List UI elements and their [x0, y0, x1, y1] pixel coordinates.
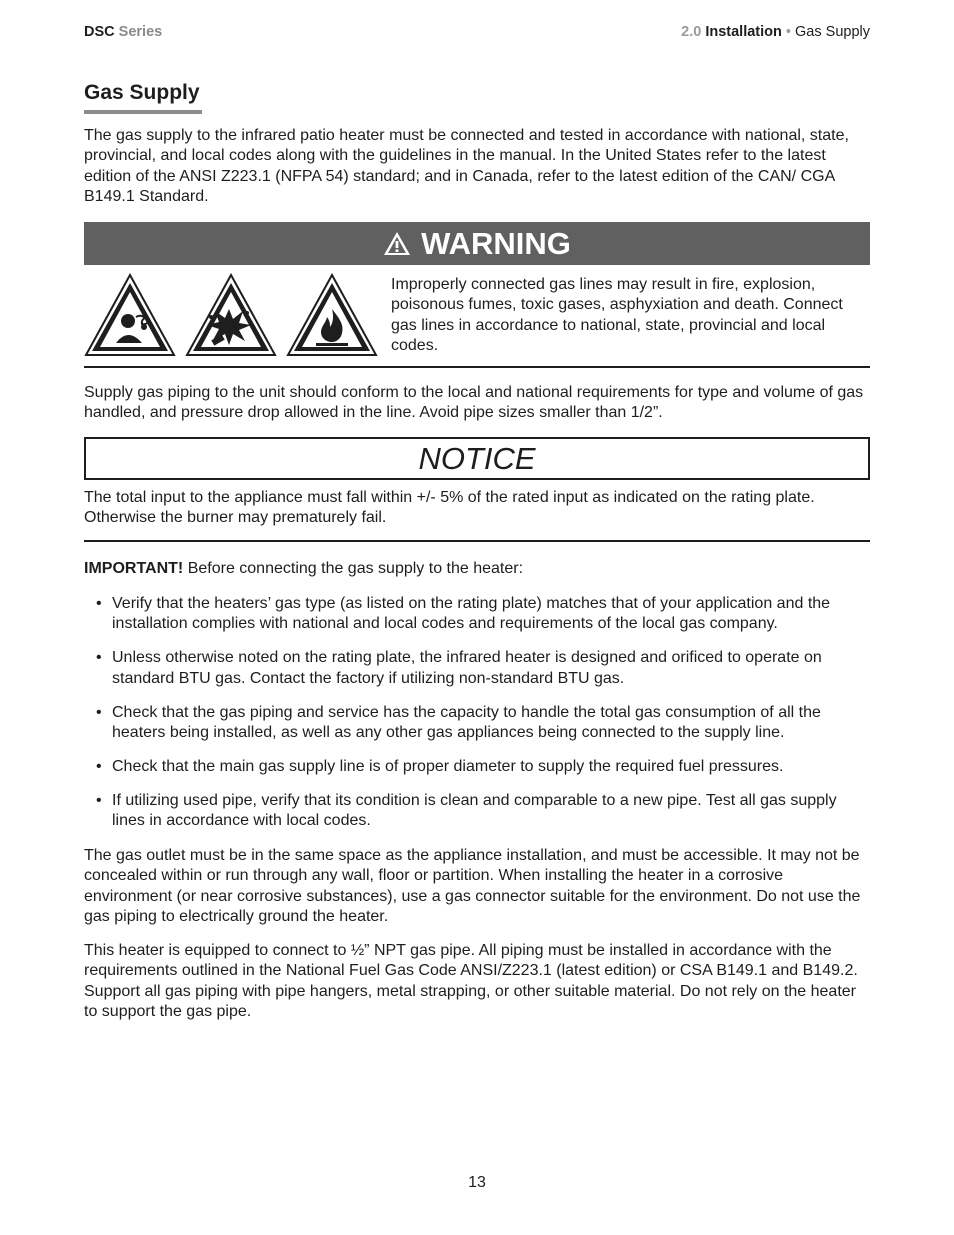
divider-rule: [84, 366, 870, 368]
running-header: [84, 24, 870, 44]
toxic-fumes-hazard-icon: [84, 273, 176, 357]
divider-rule: [84, 540, 870, 542]
page-number: 13: [468, 1174, 486, 1191]
explosion-hazard-icon: [185, 273, 277, 357]
series-label: [84, 24, 162, 40]
title-underline: [84, 110, 202, 114]
list-item: • Check that the gas piping and service has the capacity to handle the total gas consumption of all the heaters being installed, as well as any other gas appliances being connected to the supply line.: [96, 703, 821, 742]
notice-label: NOTICE: [418, 440, 536, 476]
hazard-symbols: [84, 273, 379, 357]
list-item: • If utilizing used pipe, verify that its condition is clean and comparable to a new pipe. Test all gas supply lines in accordance with local codes.: [96, 791, 837, 830]
important-lead: IMPORTANT!: [84, 560, 184, 577]
list-item: • Check that the main gas supply line is of proper diameter to supply the required fuel pressures.: [96, 757, 870, 777]
intro-paragraph: The gas supply to the infrared patio heater must be connected and tested in accordance with national, state, provincial, and local codes along with the guidelines in the manual. In the United States refer to the latest edition of the ANSI Z223.1 (NFPA 54) standard; and in Canada, refer to the latest edition of the CAN/ CGA B149.1 Standard.: [84, 127, 849, 206]
list-item: • Verify that the heaters’ gas type (as listed on the rating plate) matches that of your application and the installation complies with national and local codes and requirements of the local gas company.: [96, 595, 831, 633]
fire-hazard-icon: [286, 273, 378, 357]
important-text: Before connecting the gas supply to the heater:: [183, 560, 524, 577]
warning-banner: [84, 222, 870, 265]
warning-text: Improperly connected gas lines may result in fire, explosion, poisonous fumes, toxic gases, asphyxiation and death. Connect gas lines in accordance to national, state, provincial and local codes.: [391, 276, 843, 355]
page-title: Gas Supply: [84, 81, 200, 104]
series-word: Series: [118, 24, 163, 40]
supply-piping-paragraph: Supply gas piping to the unit should conform to the local and national requirements for type and volume of gas handled, and pressure drop allowed in the line. Avoid pipe sizes smaller than 1/2”.: [84, 384, 864, 422]
section-label: [681, 24, 870, 40]
checklist: [96, 594, 870, 845]
section-name: Installation: [705, 24, 782, 40]
important-note: [84, 559, 870, 579]
bullet-icon: •: [96, 595, 102, 612]
series-brand: DSC: [84, 24, 115, 40]
section-number: 2.0: [681, 24, 702, 40]
bullet-icon: •: [96, 791, 102, 809]
header-separator: •: [785, 24, 791, 40]
warning-triangle-icon: [383, 231, 411, 256]
subsection-name: Gas Supply: [795, 24, 870, 40]
npt-pipe-paragraph: This heater is equipped to connect to ½” NPT gas pipe. All piping must be installed in accordance with the requirements outlined in the National Fuel Gas Code ANSI/Z223.1 (latest edition) or CSA B149.1 and B149.2. Support all gas piping with pipe hangers, metal strapping, or other suitable material. Do not rely on the heater to support the gas pipe.: [84, 942, 858, 1021]
bullet-icon: •: [96, 757, 102, 775]
notice-text: The total input to the appliance must fall within +/- 5% of the rated input as indicated on the rating plate. Otherwise the burner may prematurely fail.: [84, 489, 815, 527]
bullet-icon: •: [96, 649, 102, 667]
gas-outlet-paragraph: The gas outlet must be in the same space as the appliance installation, and must be accessible. It may not be concealed within or run through any wall, floor or partition. When installing the heater in a corrosive environment (or near corrosive substances), use a gas connector suitable for the environment. Do not use the gas piping to electrically ground the heater.: [84, 847, 861, 926]
warning-label: WARNING: [421, 225, 571, 261]
list-item: • Unless otherwise noted on the rating plate, the infrared heater is designed and orificed to operate on standard BTU gas. Contact the factory if utilizing non-standard BTU gas.: [96, 649, 822, 687]
bullet-icon: •: [96, 703, 102, 721]
notice-banner: [84, 437, 870, 480]
